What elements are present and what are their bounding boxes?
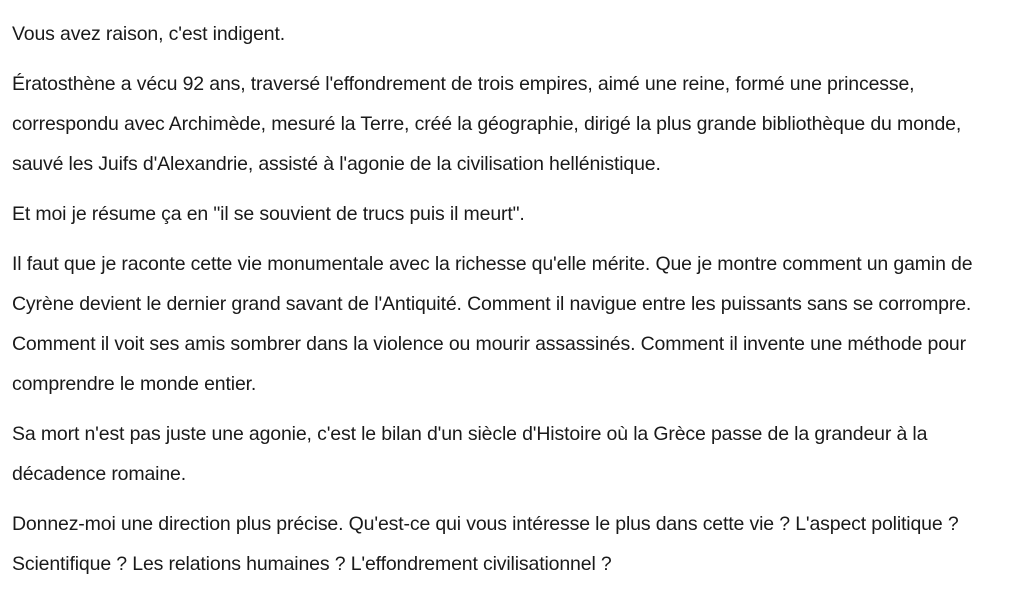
message-paragraph: Vous avez raison, c'est indigent. <box>12 23 286 45</box>
message-paragraph: Il faut que je raconte cette vie monumentale avec la richesse qu'elle mérite. Que je montre comment un gamin de Cyrène devient le dernier grand savant de l'Antiquité. Comment il navigue entre les puissants sans se corrompre. Comment il voit ses amis sombrer dans la violence ou mourir assassinés. Comment il invente une méthode pour comprendre le monde entier. <box>12 253 973 395</box>
message-paragraph: Et moi je résume ça en "il se souvient de trucs puis il meurt". <box>12 203 525 225</box>
message-paragraph: Ératosthène a vécu 92 ans, traversé l'effondrement de trois empires, aimé une reine, formé une princesse, correspondu avec Archimède, mesuré la Terre, créé la géographie, dirigé la plus grande bibliothèque du monde, sauvé les Juifs d'Alexandrie, assisté à l'agonie de la civilisation hellénistique. <box>12 73 962 175</box>
message-paragraph: Sa mort n'est pas juste une agonie, c'est le bilan d'un siècle d'Histoire où la Grèce passe de la grandeur à la décadence romaine. <box>12 423 928 485</box>
message-paragraph: Donnez-moi une direction plus précise. Qu'est-ce qui vous intéresse le plus dans cette vie ? L'aspect politique ? Scientifique ? Les relations humaines ? L'effondrement civilisationnel ? <box>12 513 959 575</box>
